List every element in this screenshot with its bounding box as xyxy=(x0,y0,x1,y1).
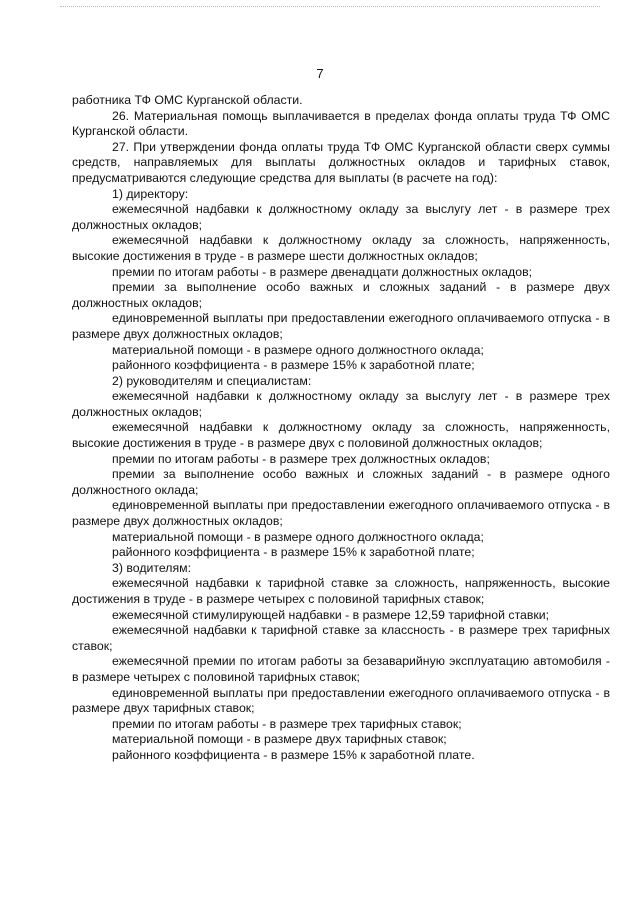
paragraph: материальной помощи - в размере одного должностного оклада; xyxy=(112,529,484,544)
paragraph: районного коэффициента - в размере 15% к заработной плате. xyxy=(112,747,475,762)
paragraph: работника ТФ ОМС Курганской области. xyxy=(72,93,303,107)
paragraph: ежемесячной надбавки к должностному окладу за сложность, напряженность, высокие достижения в труде - в размере шести должностных окладов; xyxy=(72,233,610,263)
paragraph: 26. Материальная помощь выплачивается в пределах фонда оплаты труда ТФ ОМС Курганской области. xyxy=(72,108,610,139)
paragraph: ежемесячной надбавки к тарифной ставке за сложность, напряженность, высокие достижения в труде - в размере четырех с половиной тарифных ставок; xyxy=(72,576,610,606)
paragraph: единовременной выплаты при предоставлении ежегодного оплачиваемого отпуска - в размере двух должностных окладов; xyxy=(72,498,610,529)
paragraph: 2) руководителям и специалистам: xyxy=(112,373,312,388)
paragraph: материальной помощи - в размере двух тарифных ставок; xyxy=(112,732,447,747)
paragraph: премии по итогам работы - в размере трех тарифных ставок; xyxy=(112,716,462,731)
scan-artifact-line xyxy=(60,6,600,8)
paragraph: премии за выполнение особо важных и сложных заданий - в размере двух должностных окладов; xyxy=(72,280,610,310)
paragraph: премии по итогам работы - в размере трех должностных окладов; xyxy=(112,451,490,466)
paragraph: премии за выполнение особо важных и сложных заданий - в размере одного должностного оклада; xyxy=(72,467,610,497)
paragraph: ежемесячной надбавки к тарифной ставке за классность - в размере трех тарифных ставок; xyxy=(72,623,610,653)
paragraph: 1) директору: xyxy=(112,186,189,201)
paragraph: материальной помощи - в размере одного должностного оклада; xyxy=(112,342,484,357)
paragraph: ежемесячной премии по итогам работы за безаварийную эксплуатацию автомобиля - в размере четырех с половиной тарифных ставок; xyxy=(72,654,610,684)
paragraph: ежемесячной надбавки к должностному окладу за сложность, напряженность, высокие достижения в труде - в размере двух с половиной должностных окладов; xyxy=(72,420,610,451)
document-body xyxy=(72,93,610,764)
paragraph: ежемесячной стимулирующей надбавки - в размере 12,59 тарифной ставки; xyxy=(112,607,550,622)
paragraph: районного коэффициента - в размере 15% к заработной плате; xyxy=(112,358,475,373)
paragraph: 3) водителям: xyxy=(112,560,191,575)
paragraph: премии по итогам работы - в размере двенадцати должностных окладов; xyxy=(112,264,533,279)
page-number: 7 xyxy=(316,66,324,81)
paragraph: 27. При утверждении фонда оплаты труда ТФ ОМС Курганской области сверх суммы средств, направляемых для выплаты должностных окладов и тарифных ставок, предусматриваются следующие средства для выплаты (в расчете на год): xyxy=(72,139,610,185)
paragraph: ежемесячной надбавки к должностному окладу за выслугу лет - в размере трех должностных окладов; xyxy=(72,389,610,419)
paragraph: единовременной выплаты при предоставлении ежегодного оплачиваемого отпуска - в размере двух должностных окладов; xyxy=(72,311,610,341)
paragraph: районного коэффициента - в размере 15% к заработной плате; xyxy=(112,545,475,560)
paragraph: ежемесячной надбавки к должностному окладу за выслугу лет - в размере трех должностных окладов; xyxy=(72,202,610,232)
paragraph: единовременной выплаты при предоставлении ежегодного оплачиваемого отпуска - в размере двух тарифных ставок; xyxy=(72,685,610,716)
